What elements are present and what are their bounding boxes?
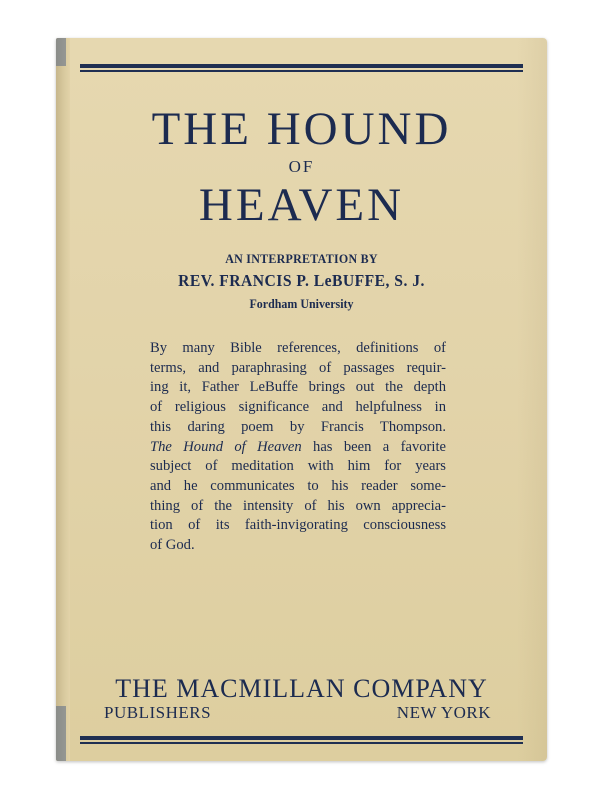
book-cover [56,38,547,761]
blurb [150,339,446,556]
subtitle: AN INTERPRETATION BY [225,251,378,266]
top-double-rule [80,64,523,72]
title-line-3: HEAVEN [198,179,405,231]
title-line-2: OF [288,157,315,176]
blurb-line: By many Bible references, definitions of [150,340,446,356]
blurb-line-mixed [150,438,446,458]
spine-wear-top [56,38,66,66]
blurb-line: ing it, Father LeBuffe brings out the depth [150,379,446,396]
affiliation: Fordham University [249,296,354,311]
spine-wear-bottom [56,706,66,761]
blurb-line: thing of the intensity of his own apprecia- [150,497,446,514]
blurb-line: this daring poem by Francis Thompson. [150,418,446,435]
blurb-line: of religious significance and helpfulness in [150,399,446,416]
blurb-line: tion of its faith-invigorating consciousness [150,517,446,534]
blurb-line: terms, and paraphrasing of passages requir- [150,359,446,376]
author: REV. FRANCIS P. LeBUFFE, S. J. [178,271,425,290]
italic-title: The Hound of Heaven [150,438,302,455]
bottom-double-rule [80,736,523,744]
publisher-role: PUBLISHERS [104,703,212,722]
publisher-name: THE MACMILLAN COMPANY [115,674,488,703]
title-line-1: THE HOUND [151,103,452,155]
publisher-city: NEW YORK [396,703,491,722]
blurb-line: and he communicates to his reader some- [150,477,446,494]
blurb-fragment: has been a favorite [301,438,446,455]
blurb-line: subject of meditation with him for years [150,458,446,475]
blurb-line: of God. [150,537,195,554]
